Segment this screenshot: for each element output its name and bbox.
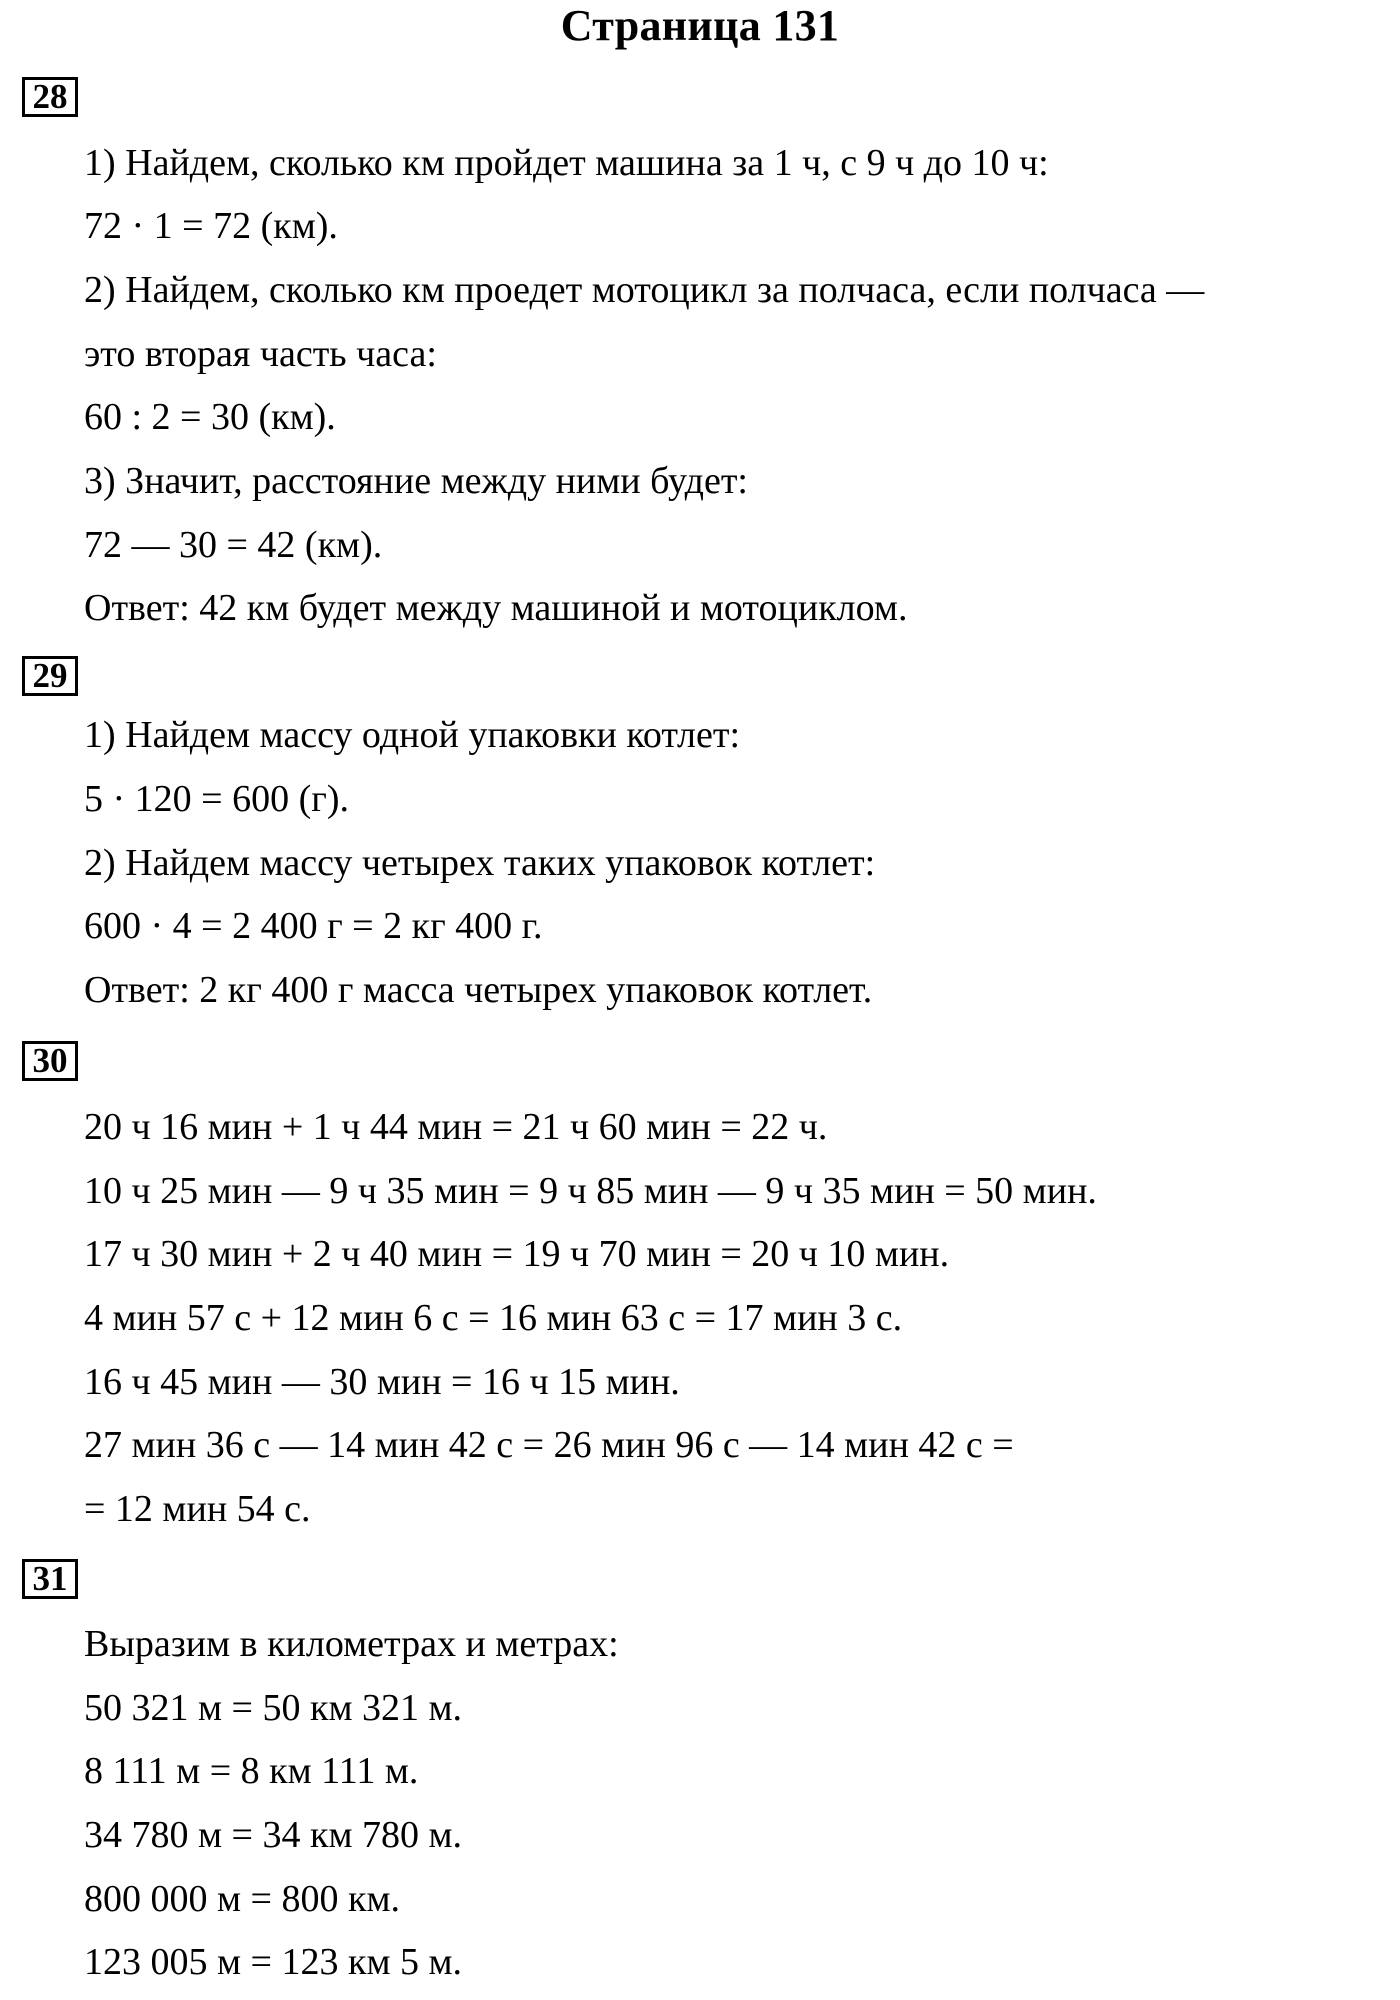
solution-line: Выразим в километрах и метрах: <box>84 1623 619 1665</box>
solution-line: 3) Значит, расстояние между ними будет: <box>84 460 748 502</box>
solution-line: 17 ч 30 мин + 2 ч 40 мин = 19 ч 70 мин = 20 ч 10 мин. <box>84 1233 950 1275</box>
solution-line: 8 111 м = 8 км 111 м. <box>84 1750 419 1792</box>
solution-line: 800 000 м = 800 км. <box>84 1878 400 1920</box>
solution-line: 600 · 4 = 2 400 г = 2 кг 400 г. <box>84 905 543 947</box>
solution-line: 72 · 1 = 72 (км). <box>84 205 338 247</box>
solution-line: 34 780 м = 34 км 780 м. <box>84 1814 463 1856</box>
solution-line: 10 ч 25 мин — 9 ч 35 мин = 9 ч 85 мин — 9 ч 35 мин = 50 мин. <box>84 1170 1097 1212</box>
solution-line: это вторая часть часа: <box>84 333 437 375</box>
solution-line: 123 005 м = 123 км 5 м. <box>84 1941 463 1983</box>
answer-line: Ответ: 42 км будет между машиной и мотоциклом. <box>84 587 908 629</box>
page-title: Страница 131 <box>560 1 840 50</box>
solution-line: 4 мин 57 с + 12 мин 6 с = 16 мин 63 с = 17 мин 3 с. <box>84 1297 903 1339</box>
solution-line: 20 ч 16 мин + 1 ч 44 мин = 21 ч 60 мин = 22 ч. <box>84 1106 828 1148</box>
solution-line: 72 — 30 = 42 (км). <box>84 524 383 566</box>
task-number: 30 <box>22 1041 78 1081</box>
solution-line: 1) Найдем массу одной упаковки котлет: <box>84 714 741 756</box>
solution-line: 60 : 2 = 30 (км). <box>84 396 336 438</box>
solution-line: 1) Найдем, сколько км пройдет машина за 1 ч, с 9 ч до 10 ч: <box>84 142 1049 184</box>
solution-line: 2) Найдем, сколько км проедет мотоцикл за полчаса, если полчаса — <box>84 269 1205 311</box>
task-number: 31 <box>22 1559 78 1599</box>
answer-line: Ответ: 2 кг 400 г масса четырех упаковок котлет. <box>84 969 873 1011</box>
solution-line: 27 мин 36 с — 14 мин 42 с = 26 мин 96 с — 14 мин 42 с = <box>84 1424 1014 1466</box>
solution-line: 2) Найдем массу четырех таких упаковок котлет: <box>84 842 876 884</box>
solution-line: 50 321 м = 50 км 321 м. <box>84 1687 463 1729</box>
task-number: 29 <box>22 656 78 696</box>
solution-line: 16 ч 45 мин — 30 мин = 16 ч 15 мин. <box>84 1361 680 1403</box>
task-number: 28 <box>22 77 78 117</box>
solution-line: 5 · 120 = 600 (г). <box>84 778 349 820</box>
solution-line: = 12 мин 54 с. <box>84 1488 311 1530</box>
